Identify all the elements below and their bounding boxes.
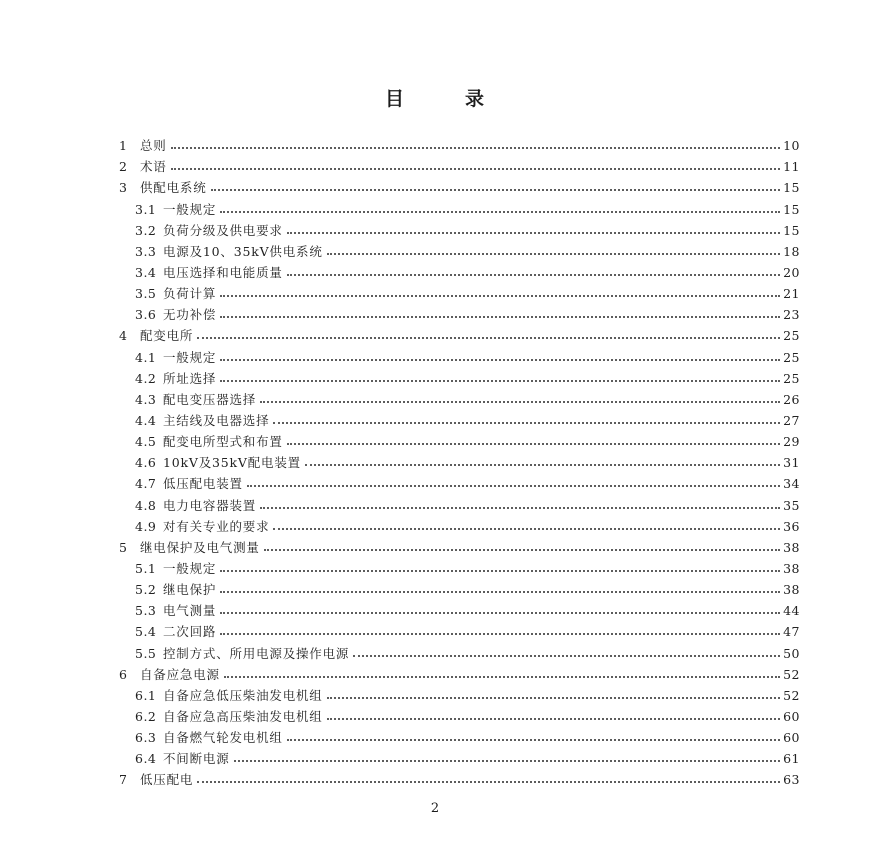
toc-entry-number: 5.5 — [135, 645, 157, 661]
dot-leader — [327, 718, 780, 720]
dot-leader — [220, 612, 780, 614]
dot-leader — [273, 422, 780, 424]
toc-entry-number: 3.4 — [135, 264, 157, 280]
toc-entry-number: 4.6 — [135, 455, 157, 471]
toc-entry-page: 38 — [783, 560, 800, 576]
toc-entry — [119, 153, 800, 174]
dot-leader — [327, 697, 780, 699]
toc-entry-page: 10 — [783, 138, 800, 154]
toc-entry — [119, 428, 800, 449]
toc-entry — [119, 703, 800, 724]
toc-entry-title: 配电变压器选择 — [163, 391, 257, 407]
toc-entry-page: 36 — [783, 518, 800, 534]
toc-entry — [119, 513, 800, 534]
toc-entry-number: 2 — [119, 159, 128, 175]
toc-entry-page: 25 — [783, 328, 800, 344]
toc-entry — [119, 682, 800, 703]
toc-entry-title: 所址选择 — [163, 370, 217, 386]
footer-page-number: 2 — [430, 801, 440, 816]
dot-leader — [264, 549, 780, 551]
dot-leader — [287, 443, 780, 445]
toc-entry — [119, 259, 800, 280]
toc-entry-title: 一般规定 — [163, 201, 217, 217]
toc-entry-number: 1 — [119, 138, 128, 154]
toc-entry — [119, 724, 800, 745]
toc-entry-page: 18 — [783, 243, 800, 259]
toc-entry-title: 二次回路 — [163, 624, 217, 640]
toc-entry-title: 控制方式、所用电源及操作电源 — [163, 645, 350, 661]
toc-entry — [119, 661, 800, 682]
toc-entry — [119, 132, 800, 153]
toc-entry — [119, 597, 800, 618]
dot-leader — [353, 655, 780, 657]
toc-entry-page: 60 — [783, 708, 800, 724]
toc-entry-title: 总则 — [140, 138, 167, 154]
toc-entry-title: 继电保护及电气测量 — [140, 539, 260, 555]
toc-entry — [119, 639, 800, 660]
toc-entry — [119, 195, 800, 216]
toc-entry-number: 5.3 — [135, 603, 157, 619]
toc-entry-title: 10kV及35kV配电装置 — [163, 455, 301, 471]
toc-entry-page: 63 — [783, 772, 800, 788]
toc-entry-title: 配变电所 — [140, 328, 194, 344]
toc-entry-title: 负荷计算 — [163, 286, 217, 302]
toc-entry-number: 4.3 — [135, 391, 157, 407]
toc-entry — [119, 766, 800, 787]
toc-entry-page: 52 — [783, 687, 800, 703]
toc-entry — [119, 576, 800, 597]
dot-leader — [247, 485, 780, 487]
toc-entry-title: 自备应急电源 — [140, 666, 220, 682]
toc-entry — [119, 365, 800, 386]
toc-entry-title: 低压配电 — [140, 772, 194, 788]
toc-entry-number: 5.1 — [135, 560, 157, 576]
toc-entry-page: 38 — [783, 582, 800, 598]
toc-entry-title: 自备应急低压柴油发电机组 — [163, 687, 323, 703]
toc-entry — [119, 238, 800, 259]
toc-entry-page: 25 — [783, 370, 800, 386]
toc-entry-title: 自备应急高压柴油发电机组 — [163, 708, 323, 724]
dot-leader — [220, 380, 780, 382]
toc-entry-number: 3.6 — [135, 307, 157, 323]
toc-entry-number: 4.8 — [135, 497, 157, 513]
toc-entry — [119, 534, 800, 555]
dot-leader — [211, 189, 781, 191]
toc-entry-number: 4.2 — [135, 370, 157, 386]
toc-entry-page: 27 — [783, 412, 800, 428]
toc-entry-number: 6.1 — [135, 687, 157, 703]
toc-entry — [119, 745, 800, 766]
toc-entry-page: 23 — [783, 307, 800, 323]
dot-leader — [220, 316, 780, 318]
toc-entry — [119, 618, 800, 639]
dot-leader — [220, 570, 780, 572]
toc-entry-title: 术语 — [140, 159, 167, 175]
dot-leader — [327, 253, 780, 255]
toc-entry-page: 21 — [783, 286, 800, 302]
toc-entry-number: 6.3 — [135, 730, 157, 746]
toc-entry-title: 对有关专业的要求 — [163, 518, 270, 534]
toc-entry-title: 配变电所型式和布置 — [163, 434, 283, 450]
toc-entry-page: 15 — [783, 201, 800, 217]
toc-entry-page: 47 — [783, 624, 800, 640]
toc-entry-page: 15 — [783, 222, 800, 238]
toc-entry — [119, 470, 800, 491]
toc-entry-title: 无功补偿 — [163, 307, 217, 323]
dot-leader — [287, 232, 780, 234]
toc-entry-number: 3.2 — [135, 222, 157, 238]
dot-leader — [287, 274, 780, 276]
dot-leader — [220, 295, 780, 297]
toc-entry-number: 3.1 — [135, 201, 157, 217]
toc-entry-page: 60 — [783, 730, 800, 746]
toc-entry — [119, 174, 800, 195]
toc-entry-number: 4.1 — [135, 349, 157, 365]
toc-entry-number: 5 — [119, 539, 128, 555]
toc-entry-page: 61 — [783, 751, 800, 767]
toc-entry-title: 继电保护 — [163, 582, 217, 598]
toc-entry-title: 电力电容器装置 — [163, 497, 257, 513]
toc-entry-title: 自备燃气轮发电机组 — [163, 730, 283, 746]
toc-entry-title: 一般规定 — [163, 560, 217, 576]
toc-entry-page: 50 — [783, 645, 800, 661]
dot-leader — [273, 528, 780, 530]
toc-entry-number: 4.9 — [135, 518, 157, 534]
toc-entry-page: 44 — [783, 603, 800, 619]
dot-leader — [260, 507, 780, 509]
toc-entry-page: 20 — [783, 264, 800, 280]
toc-entry-page: 34 — [783, 476, 800, 492]
toc-entry-number: 4.4 — [135, 412, 157, 428]
toc-entry-page: 11 — [783, 159, 800, 175]
toc-entry-number: 6.2 — [135, 708, 157, 724]
toc-entry — [119, 343, 800, 364]
dot-leader — [220, 591, 780, 593]
dot-leader — [197, 337, 780, 339]
toc-entry-number: 5.4 — [135, 624, 157, 640]
toc-entry — [119, 217, 800, 238]
dot-leader — [224, 676, 780, 678]
toc-entry-title: 主结线及电器选择 — [163, 412, 270, 428]
toc-entry-number: 6.4 — [135, 751, 157, 767]
toc-entry-number: 4 — [119, 328, 128, 344]
toc-entry-page: 52 — [783, 666, 800, 682]
toc-entry — [119, 449, 800, 470]
dot-leader — [287, 739, 780, 741]
toc-entry-number: 6 — [119, 666, 128, 682]
dot-leader — [234, 760, 781, 762]
toc-entry-title: 电源及10、35kV供电系统 — [163, 243, 323, 259]
toc-entry-number: 4.5 — [135, 434, 157, 450]
toc-entry — [119, 322, 800, 343]
dot-leader — [305, 464, 780, 466]
toc-entry — [119, 555, 800, 576]
dot-leader — [171, 168, 780, 170]
dot-leader — [260, 401, 780, 403]
dot-leader — [171, 147, 780, 149]
toc-entry — [119, 280, 800, 301]
toc-entry-number: 3 — [119, 180, 128, 196]
toc-entry — [119, 407, 800, 428]
toc-entry-page: 15 — [783, 180, 800, 196]
toc-entry-title: 低压配电装置 — [163, 476, 243, 492]
toc-entry — [119, 491, 800, 512]
dot-leader — [220, 359, 780, 361]
toc-entry-page: 29 — [783, 434, 800, 450]
page-title: 目 录 — [384, 88, 485, 110]
toc-entry-title: 不间断电源 — [163, 751, 230, 767]
toc-entry — [119, 386, 800, 407]
toc-entry-page: 31 — [783, 455, 800, 471]
toc-list — [119, 132, 800, 787]
dot-leader — [197, 781, 780, 783]
toc-entry — [119, 301, 800, 322]
toc-entry-number: 3.5 — [135, 286, 157, 302]
toc-entry-page: 26 — [783, 391, 800, 407]
toc-entry-number: 7 — [119, 772, 128, 788]
toc-entry-number: 5.2 — [135, 582, 157, 598]
toc-entry-title: 电气测量 — [163, 603, 217, 619]
dot-leader — [220, 633, 780, 635]
toc-entry-page: 25 — [783, 349, 800, 365]
toc-entry-number: 3.3 — [135, 243, 157, 259]
toc-entry-title: 负荷分级及供电要求 — [163, 222, 283, 238]
toc-entry-page: 35 — [783, 497, 800, 513]
toc-entry-title: 一般规定 — [163, 349, 217, 365]
dot-leader — [220, 211, 780, 213]
toc-entry-page: 38 — [783, 539, 800, 555]
toc-entry-title: 供配电系统 — [140, 180, 207, 196]
toc-entry-title: 电压选择和电能质量 — [163, 264, 283, 280]
toc-entry-number: 4.7 — [135, 476, 157, 492]
